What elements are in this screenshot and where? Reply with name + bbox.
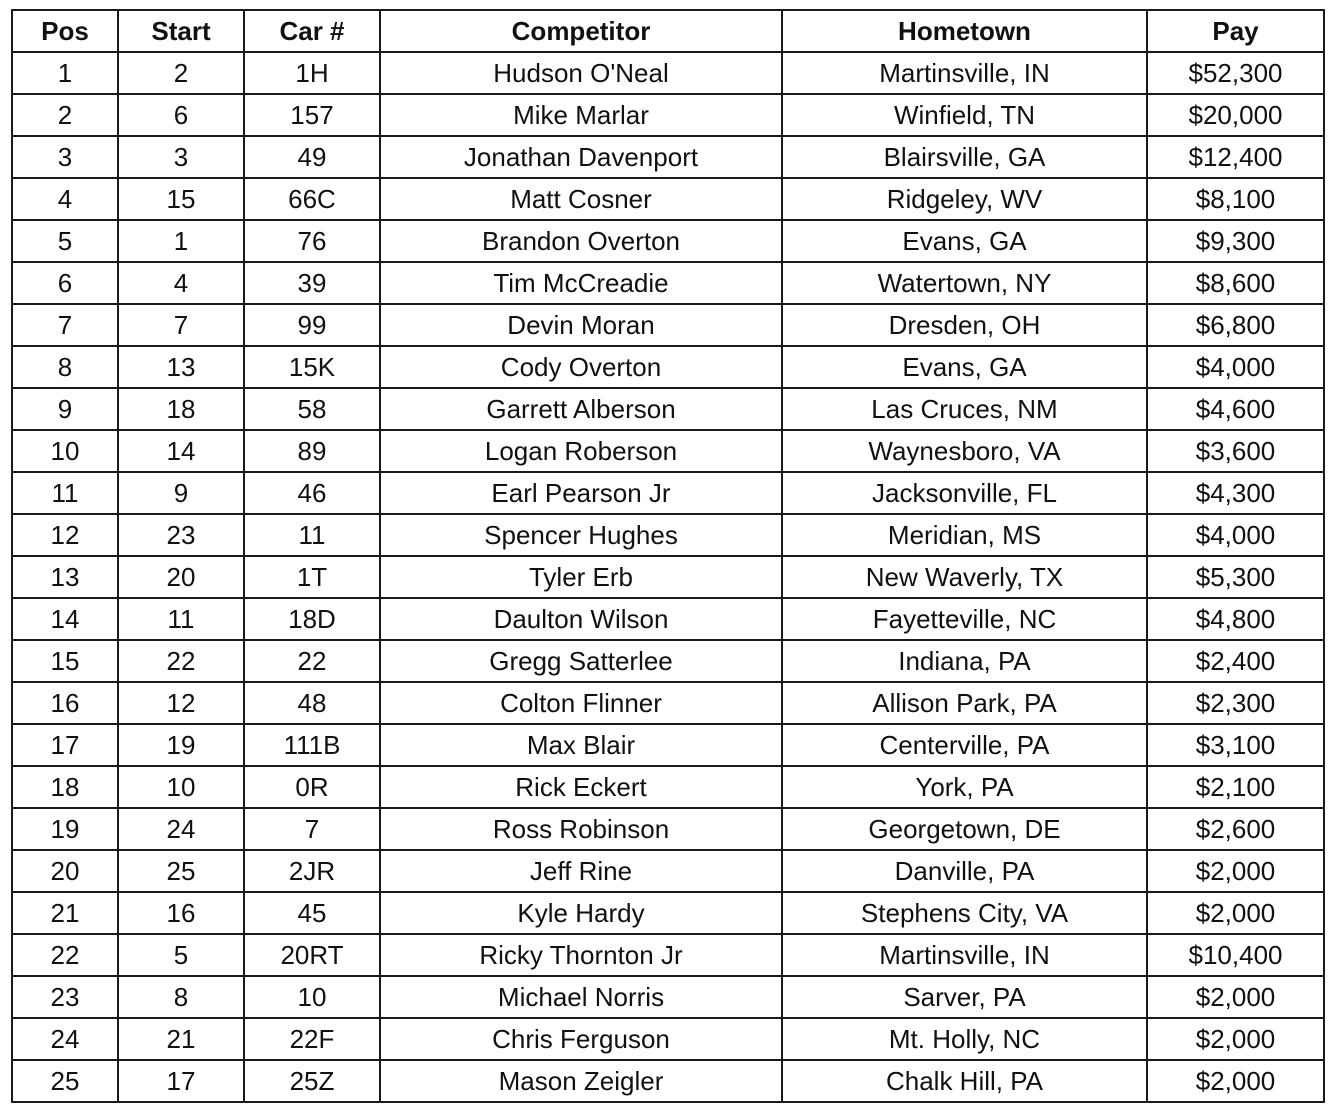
cell-car-number: 1T <box>244 556 380 598</box>
cell-car-number: 22 <box>244 640 380 682</box>
cell-competitor: Kyle Hardy <box>380 892 782 934</box>
cell-hometown: York, PA <box>782 766 1147 808</box>
table-row <box>12 1060 1324 1102</box>
table-row <box>12 892 1324 934</box>
table-row <box>12 682 1324 724</box>
table-row <box>12 52 1324 94</box>
cell-pay: $2,100 <box>1147 766 1324 808</box>
cell-car-number: 45 <box>244 892 380 934</box>
cell-pay: $2,000 <box>1147 1018 1324 1060</box>
cell-hometown: Stephens City, VA <box>782 892 1147 934</box>
cell-competitor: Hudson O'Neal <box>380 52 782 94</box>
cell-car-number: 39 <box>244 262 380 304</box>
cell-pos: 10 <box>12 430 118 472</box>
table-row <box>12 598 1324 640</box>
cell-car-number: 2JR <box>244 850 380 892</box>
cell-pos: 15 <box>12 640 118 682</box>
cell-car-number: 15K <box>244 346 380 388</box>
cell-competitor: Mason Zeigler <box>380 1060 782 1102</box>
cell-start: 15 <box>118 178 244 220</box>
cell-pay: $10,400 <box>1147 934 1324 976</box>
cell-start: 25 <box>118 850 244 892</box>
cell-pos: 12 <box>12 514 118 556</box>
cell-competitor: Chris Ferguson <box>380 1018 782 1060</box>
cell-start: 13 <box>118 346 244 388</box>
cell-hometown: Las Cruces, NM <box>782 388 1147 430</box>
cell-hometown: Watertown, NY <box>782 262 1147 304</box>
cell-pos: 5 <box>12 220 118 262</box>
cell-pos: 3 <box>12 136 118 178</box>
table-row <box>12 388 1324 430</box>
cell-start: 12 <box>118 682 244 724</box>
cell-pay: $4,300 <box>1147 472 1324 514</box>
cell-start: 6 <box>118 94 244 136</box>
cell-start: 24 <box>118 808 244 850</box>
cell-hometown: Fayetteville, NC <box>782 598 1147 640</box>
cell-competitor: Ricky Thornton Jr <box>380 934 782 976</box>
cell-pos: 14 <box>12 598 118 640</box>
table-row <box>12 94 1324 136</box>
cell-start: 22 <box>118 640 244 682</box>
cell-hometown: Evans, GA <box>782 346 1147 388</box>
cell-start: 11 <box>118 598 244 640</box>
cell-pos: 25 <box>12 1060 118 1102</box>
cell-competitor: Garrett Alberson <box>380 388 782 430</box>
cell-hometown: Jacksonville, FL <box>782 472 1147 514</box>
cell-pay: $4,000 <box>1147 346 1324 388</box>
cell-pay: $4,800 <box>1147 598 1324 640</box>
cell-hometown: Martinsville, IN <box>782 52 1147 94</box>
cell-pay: $2,600 <box>1147 808 1324 850</box>
cell-start: 17 <box>118 1060 244 1102</box>
cell-competitor: Tim McCreadie <box>380 262 782 304</box>
cell-competitor: Jonathan Davenport <box>380 136 782 178</box>
cell-pos: 20 <box>12 850 118 892</box>
cell-pay: $2,400 <box>1147 640 1324 682</box>
cell-start: 23 <box>118 514 244 556</box>
cell-car-number: 22F <box>244 1018 380 1060</box>
cell-car-number: 48 <box>244 682 380 724</box>
header-pos: Pos <box>12 10 118 52</box>
cell-pay: $8,600 <box>1147 262 1324 304</box>
table-row <box>12 934 1324 976</box>
cell-competitor: Gregg Satterlee <box>380 640 782 682</box>
cell-pos: 9 <box>12 388 118 430</box>
cell-pay: $6,800 <box>1147 304 1324 346</box>
cell-car-number: 18D <box>244 598 380 640</box>
cell-hometown: Meridian, MS <box>782 514 1147 556</box>
cell-hometown: Mt. Holly, NC <box>782 1018 1147 1060</box>
cell-pos: 7 <box>12 304 118 346</box>
cell-pos: 1 <box>12 52 118 94</box>
table-row <box>12 556 1324 598</box>
cell-competitor: Logan Roberson <box>380 430 782 472</box>
cell-pay: $4,600 <box>1147 388 1324 430</box>
cell-start: 7 <box>118 304 244 346</box>
cell-start: 9 <box>118 472 244 514</box>
cell-pos: 4 <box>12 178 118 220</box>
table-row <box>12 766 1324 808</box>
cell-hometown: Danville, PA <box>782 850 1147 892</box>
cell-competitor: Jeff Rine <box>380 850 782 892</box>
cell-competitor: Rick Eckert <box>380 766 782 808</box>
cell-hometown: Sarver, PA <box>782 976 1147 1018</box>
cell-hometown: Evans, GA <box>782 220 1147 262</box>
cell-hometown: Dresden, OH <box>782 304 1147 346</box>
table-row <box>12 430 1324 472</box>
cell-pos: 8 <box>12 346 118 388</box>
cell-start: 4 <box>118 262 244 304</box>
cell-pay: $52,300 <box>1147 52 1324 94</box>
cell-car-number: 99 <box>244 304 380 346</box>
cell-hometown: Winfield, TN <box>782 94 1147 136</box>
header-competitor: Competitor <box>380 10 782 52</box>
results-body <box>12 52 1324 1102</box>
cell-start: 14 <box>118 430 244 472</box>
cell-pos: 22 <box>12 934 118 976</box>
cell-pay: $9,300 <box>1147 220 1324 262</box>
cell-car-number: 46 <box>244 472 380 514</box>
cell-competitor: Ross Robinson <box>380 808 782 850</box>
cell-competitor: Earl Pearson Jr <box>380 472 782 514</box>
cell-pay: $20,000 <box>1147 94 1324 136</box>
cell-pay: $2,300 <box>1147 682 1324 724</box>
cell-car-number: 157 <box>244 94 380 136</box>
cell-start: 1 <box>118 220 244 262</box>
cell-hometown: Indiana, PA <box>782 640 1147 682</box>
cell-pay: $5,300 <box>1147 556 1324 598</box>
cell-competitor: Spencer Hughes <box>380 514 782 556</box>
cell-hometown: Chalk Hill, PA <box>782 1060 1147 1102</box>
cell-start: 20 <box>118 556 244 598</box>
header-pay: Pay <box>1147 10 1324 52</box>
table-row <box>12 1018 1324 1060</box>
cell-start: 19 <box>118 724 244 766</box>
cell-start: 21 <box>118 1018 244 1060</box>
cell-pos: 19 <box>12 808 118 850</box>
cell-pay: $3,600 <box>1147 430 1324 472</box>
table-row <box>12 346 1324 388</box>
cell-hometown: New Waverly, TX <box>782 556 1147 598</box>
cell-competitor: Matt Cosner <box>380 178 782 220</box>
cell-start: 8 <box>118 976 244 1018</box>
cell-competitor: Brandon Overton <box>380 220 782 262</box>
cell-pos: 2 <box>12 94 118 136</box>
table-row <box>12 724 1324 766</box>
cell-competitor: Colton Flinner <box>380 682 782 724</box>
table-row <box>12 850 1324 892</box>
table-row <box>12 220 1324 262</box>
cell-pay: $2,000 <box>1147 1060 1324 1102</box>
table-row <box>12 472 1324 514</box>
cell-car-number: 25Z <box>244 1060 380 1102</box>
cell-pos: 6 <box>12 262 118 304</box>
cell-car-number: 11 <box>244 514 380 556</box>
cell-hometown: Centerville, PA <box>782 724 1147 766</box>
cell-start: 5 <box>118 934 244 976</box>
table-row <box>12 514 1324 556</box>
cell-competitor: Tyler Erb <box>380 556 782 598</box>
table-row <box>12 178 1324 220</box>
cell-hometown: Allison Park, PA <box>782 682 1147 724</box>
cell-pay: $3,100 <box>1147 724 1324 766</box>
cell-car-number: 1H <box>244 52 380 94</box>
results-table-container <box>11 9 1325 1103</box>
cell-hometown: Blairsville, GA <box>782 136 1147 178</box>
cell-pay: $2,000 <box>1147 892 1324 934</box>
cell-start: 2 <box>118 52 244 94</box>
cell-competitor: Cody Overton <box>380 346 782 388</box>
cell-pay: $12,400 <box>1147 136 1324 178</box>
cell-car-number: 111B <box>244 724 380 766</box>
cell-pay: $8,100 <box>1147 178 1324 220</box>
cell-start: 18 <box>118 388 244 430</box>
cell-car-number: 76 <box>244 220 380 262</box>
cell-competitor: Devin Moran <box>380 304 782 346</box>
cell-pay: $2,000 <box>1147 976 1324 1018</box>
results-table <box>11 9 1325 1103</box>
cell-hometown: Waynesboro, VA <box>782 430 1147 472</box>
cell-pos: 16 <box>12 682 118 724</box>
cell-car-number: 89 <box>244 430 380 472</box>
cell-pos: 23 <box>12 976 118 1018</box>
table-row <box>12 640 1324 682</box>
header-row <box>12 10 1324 52</box>
cell-pos: 21 <box>12 892 118 934</box>
cell-competitor: Daulton Wilson <box>380 598 782 640</box>
cell-hometown: Martinsville, IN <box>782 934 1147 976</box>
cell-start: 16 <box>118 892 244 934</box>
cell-pos: 18 <box>12 766 118 808</box>
table-row <box>12 304 1324 346</box>
cell-car-number: 20RT <box>244 934 380 976</box>
header-hometown: Hometown <box>782 10 1147 52</box>
table-row <box>12 808 1324 850</box>
cell-pos: 17 <box>12 724 118 766</box>
cell-competitor: Mike Marlar <box>380 94 782 136</box>
table-row <box>12 976 1324 1018</box>
cell-competitor: Max Blair <box>380 724 782 766</box>
cell-pay: $2,000 <box>1147 850 1324 892</box>
cell-car-number: 10 <box>244 976 380 1018</box>
table-row <box>12 136 1324 178</box>
cell-hometown: Ridgeley, WV <box>782 178 1147 220</box>
cell-competitor: Michael Norris <box>380 976 782 1018</box>
cell-hometown: Georgetown, DE <box>782 808 1147 850</box>
cell-pos: 11 <box>12 472 118 514</box>
table-row <box>12 262 1324 304</box>
cell-car-number: 0R <box>244 766 380 808</box>
cell-car-number: 7 <box>244 808 380 850</box>
cell-pay: $4,000 <box>1147 514 1324 556</box>
cell-start: 3 <box>118 136 244 178</box>
cell-car-number: 66C <box>244 178 380 220</box>
cell-car-number: 49 <box>244 136 380 178</box>
cell-start: 10 <box>118 766 244 808</box>
cell-car-number: 58 <box>244 388 380 430</box>
header-car-number: Car # <box>244 10 380 52</box>
cell-pos: 24 <box>12 1018 118 1060</box>
header-start: Start <box>118 10 244 52</box>
cell-pos: 13 <box>12 556 118 598</box>
